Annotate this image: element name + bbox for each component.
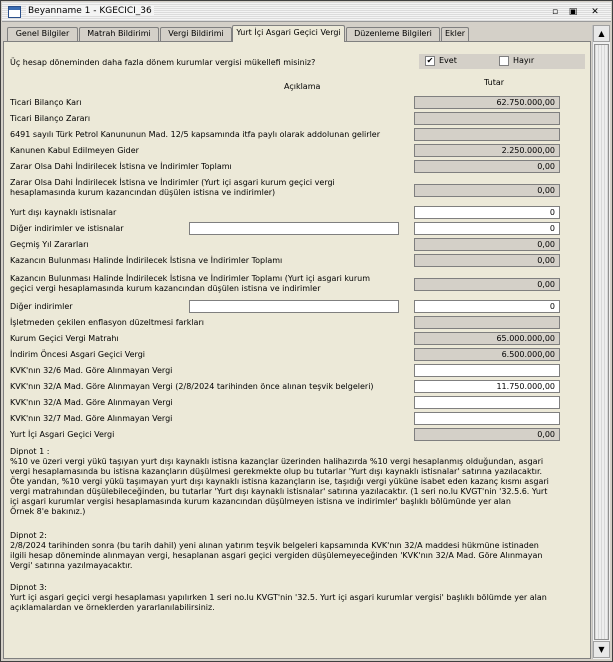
scroll-down-icon[interactable]: ▼ <box>593 641 610 658</box>
tab-bar <box>3 25 591 41</box>
note-3-title: Dipnot 3: <box>10 583 47 592</box>
tab-yurt-ici-asgari-gecici-vergi[interactable]: Yurt İçi Asgari Geçici Vergi <box>232 25 345 42</box>
close-icon[interactable]: ✕ <box>591 7 599 17</box>
no-label: Hayır <box>513 56 535 65</box>
row-value: 0,00 <box>414 184 560 197</box>
tutar-header: Tutar <box>484 78 505 87</box>
row-label: Ticari Bilanço Karı <box>10 98 82 107</box>
no-checkbox[interactable] <box>499 56 509 66</box>
window-title: Beyanname 1 - KGECICI_36 <box>28 6 152 16</box>
row-value: 62.750.000,00 <box>414 96 560 109</box>
aciklama-header: Açıklama <box>284 82 321 91</box>
row-label-continuation: hesaplamasında kurum kazancından düşülen istisna ve indirimler) <box>10 188 276 197</box>
note-3-line: Yurt içi asgari geçici vergi hesaplaması yapılırken 1 seri no.lu KVGT'nin '32.5. Yurt içi asgari kurumlar vergisi' başlıklı bölümde yer alan <box>10 593 547 602</box>
row-label: KVK'nın 32/6 Mad. Göre Alınmayan Vergi <box>10 366 173 375</box>
tab-vergi-bildirimi[interactable]: Vergi Bildirimi <box>160 27 232 41</box>
row-value: 0,00 <box>414 428 560 441</box>
question-text: Üç hesap döneminden daha fazla dönem kurumlar vergisi mükellefi misiniz? <box>10 58 316 67</box>
row-label: KVK'nın 32/A Mad. Göre Alınmayan Vergi (2/8/2024 tarihinden önce alınan teşvik belgeleri) <box>10 382 374 391</box>
row-label: Kurum Geçici Vergi Matrahı <box>10 334 119 343</box>
kvk-32a-input[interactable] <box>414 396 560 409</box>
note-1-line: %10 ve üzeri vergi yükü taşıyan yurt dışı kaynaklı istisna kazançlar üzerinden halihazırda %10 vergi hesaplanmış olduğundan, asgari <box>10 457 544 466</box>
row-value <box>414 112 560 125</box>
scroll-thumb[interactable] <box>594 44 609 640</box>
row-label: Yurt İçi Asgari Geçici Vergi <box>10 430 115 439</box>
row-label-continuation: geçici vergi hesaplamasında kurum kazancından düşülen istisna ve indirimler <box>10 284 321 293</box>
diger-indirimler-istisnalar-input[interactable]: 0 <box>414 222 560 235</box>
note-1-line: vergi hesaplamasında bu istisna kazançların düşülmesi gerekmekte olup bu tutarlar 'Yurt dışı kaynaklı istisnalar' satırına yazılacaktır. <box>10 467 543 476</box>
row-label: Zarar Olsa Dahi İndirilecek İstisna ve İndirimler (Yurt içi asgari kurum geçici vergi <box>10 178 335 187</box>
row-label: Kazancın Bulunması Halinde İndirilecek İstisna ve İndirimler Toplamı <box>10 256 283 265</box>
row-label: 6491 sayılı Türk Petrol Kanununun Mad. 12/5 kapsamında itfa paylı olarak addolunan gelirler <box>10 130 380 139</box>
row-value: 6.500.000,00 <box>414 348 560 361</box>
title-bar[interactable] <box>2 2 611 22</box>
row-value: 0,00 <box>414 278 560 291</box>
tab-matrah-bildirimi[interactable]: Matrah Bildirimi <box>79 27 159 41</box>
tab-content-panel <box>3 41 591 659</box>
note-2-line: Vergi' satırına yazılmayacaktır. <box>10 561 133 570</box>
restore-icon[interactable]: ▣ <box>568 7 578 17</box>
kvk-32-7-input[interactable] <box>414 412 560 425</box>
note-2-line: 2/8/2024 tarihinden sonra (bu tarih dahil) yeni alınan yatırım teşvik belgeleri kapsamında KVK'nın 32/A maddesi hükmüne istinaden <box>10 541 539 550</box>
note-1-line: Örnek 8'e bakınız.) <box>10 507 86 516</box>
scroll-up-icon[interactable]: ▲ <box>593 25 610 42</box>
kvk-32-6-input[interactable] <box>414 364 560 377</box>
note-2-title: Dipnot 2: <box>10 531 47 540</box>
yurt-disi-istisnalar-input[interactable]: 0 <box>414 206 560 219</box>
minimize-icon[interactable]: ▫ <box>551 7 559 17</box>
tab-genel-bilgiler[interactable]: Genel Bilgiler <box>7 27 78 41</box>
note-1-line: içi asgari kurumlar vergisi hesaplamasında kurum kazancından düşülmeyen istisna ve indirimler' başlıklı bölümünde yer alan <box>10 497 511 506</box>
yes-checkbox[interactable]: ✔ <box>426 56 434 65</box>
row-value: 0,00 <box>414 254 560 267</box>
row-label: KVK'nın 32/A Mad. Göre Alınmayan Vergi <box>10 398 173 407</box>
row-value: 0,00 <box>414 238 560 251</box>
row-label: Geçmiş Yıl Zararları <box>10 240 89 249</box>
diger-indirimler-description-input[interactable] <box>189 300 399 313</box>
row-value: 2.250.000,00 <box>414 144 560 157</box>
row-value: 0,00 <box>414 160 560 173</box>
row-value: 65.000.000,00 <box>414 332 560 345</box>
kvk-32a-before-input[interactable]: 11.750.000,00 <box>414 380 560 393</box>
window-icon <box>8 6 21 18</box>
row-value <box>414 316 560 329</box>
diger-indirimler-istisnalar-description-input[interactable] <box>189 222 399 235</box>
vertical-scrollbar[interactable] <box>592 25 610 659</box>
tab-ekler[interactable]: Ekler <box>441 27 469 41</box>
row-label: Diğer indirimler ve istisnalar <box>10 224 124 233</box>
row-label: Ticari Bilanço Zararı <box>10 114 91 123</box>
tab-duzenleme-bilgileri[interactable]: Düzenleme Bilgileri <box>346 27 440 41</box>
row-value <box>414 128 560 141</box>
note-3-line: açıklamalardan ve örneklerden yararlanılabilirsiniz. <box>10 603 215 612</box>
note-1-line: vergi matrahından düşülebileceğinden, bu tutarlar 'Yurt dışı kaynaklı istisnalar' satırına yazılacaktır. (1 seri no.lu KVGT'nin '32.5.6. Yurt <box>10 487 548 496</box>
row-label: İşletmeden çekilen enflasyon düzeltmesi farkları <box>10 318 204 327</box>
row-label: Yurt dışı kaynaklı istisnalar <box>10 208 117 217</box>
note-1-title: Dipnot 1 : <box>10 447 50 456</box>
yes-label: Evet <box>439 56 457 65</box>
note-2-line: ilgili hesap döneminde alınmayan vergi, hesaplanan asgari geçici vergiden düşülemeyeceğinden 'KVK'nın 32/A Mad. Göre Alınmayan <box>10 551 543 560</box>
row-label: Kazancın Bulunması Halinde İndirilecek İstisna ve İndirimler Toplamı (Yurt içi asgari kurum <box>10 274 371 283</box>
note-1-line: Öte yandan, %10 vergi yükü taşımayan yurt dışı kaynaklı istisna kazançların ise, taşıdığı vergi yüküne isabet eden kazanç kısmı asgari <box>10 477 549 486</box>
row-label: Kanunen Kabul Edilmeyen Gider <box>10 146 139 155</box>
question-checkbox-group <box>419 54 585 69</box>
row-label: KVK'nın 32/7 Mad. Göre Alınmayan Vergi <box>10 414 173 423</box>
row-label: Zarar Olsa Dahi İndirilecek İstisna ve İndirimler Toplamı <box>10 162 232 171</box>
row-label: Diğer indirimler <box>10 302 73 311</box>
diger-indirimler-input[interactable]: 0 <box>414 300 560 313</box>
row-label: İndirim Öncesi Asgari Geçici Vergi <box>10 350 146 359</box>
